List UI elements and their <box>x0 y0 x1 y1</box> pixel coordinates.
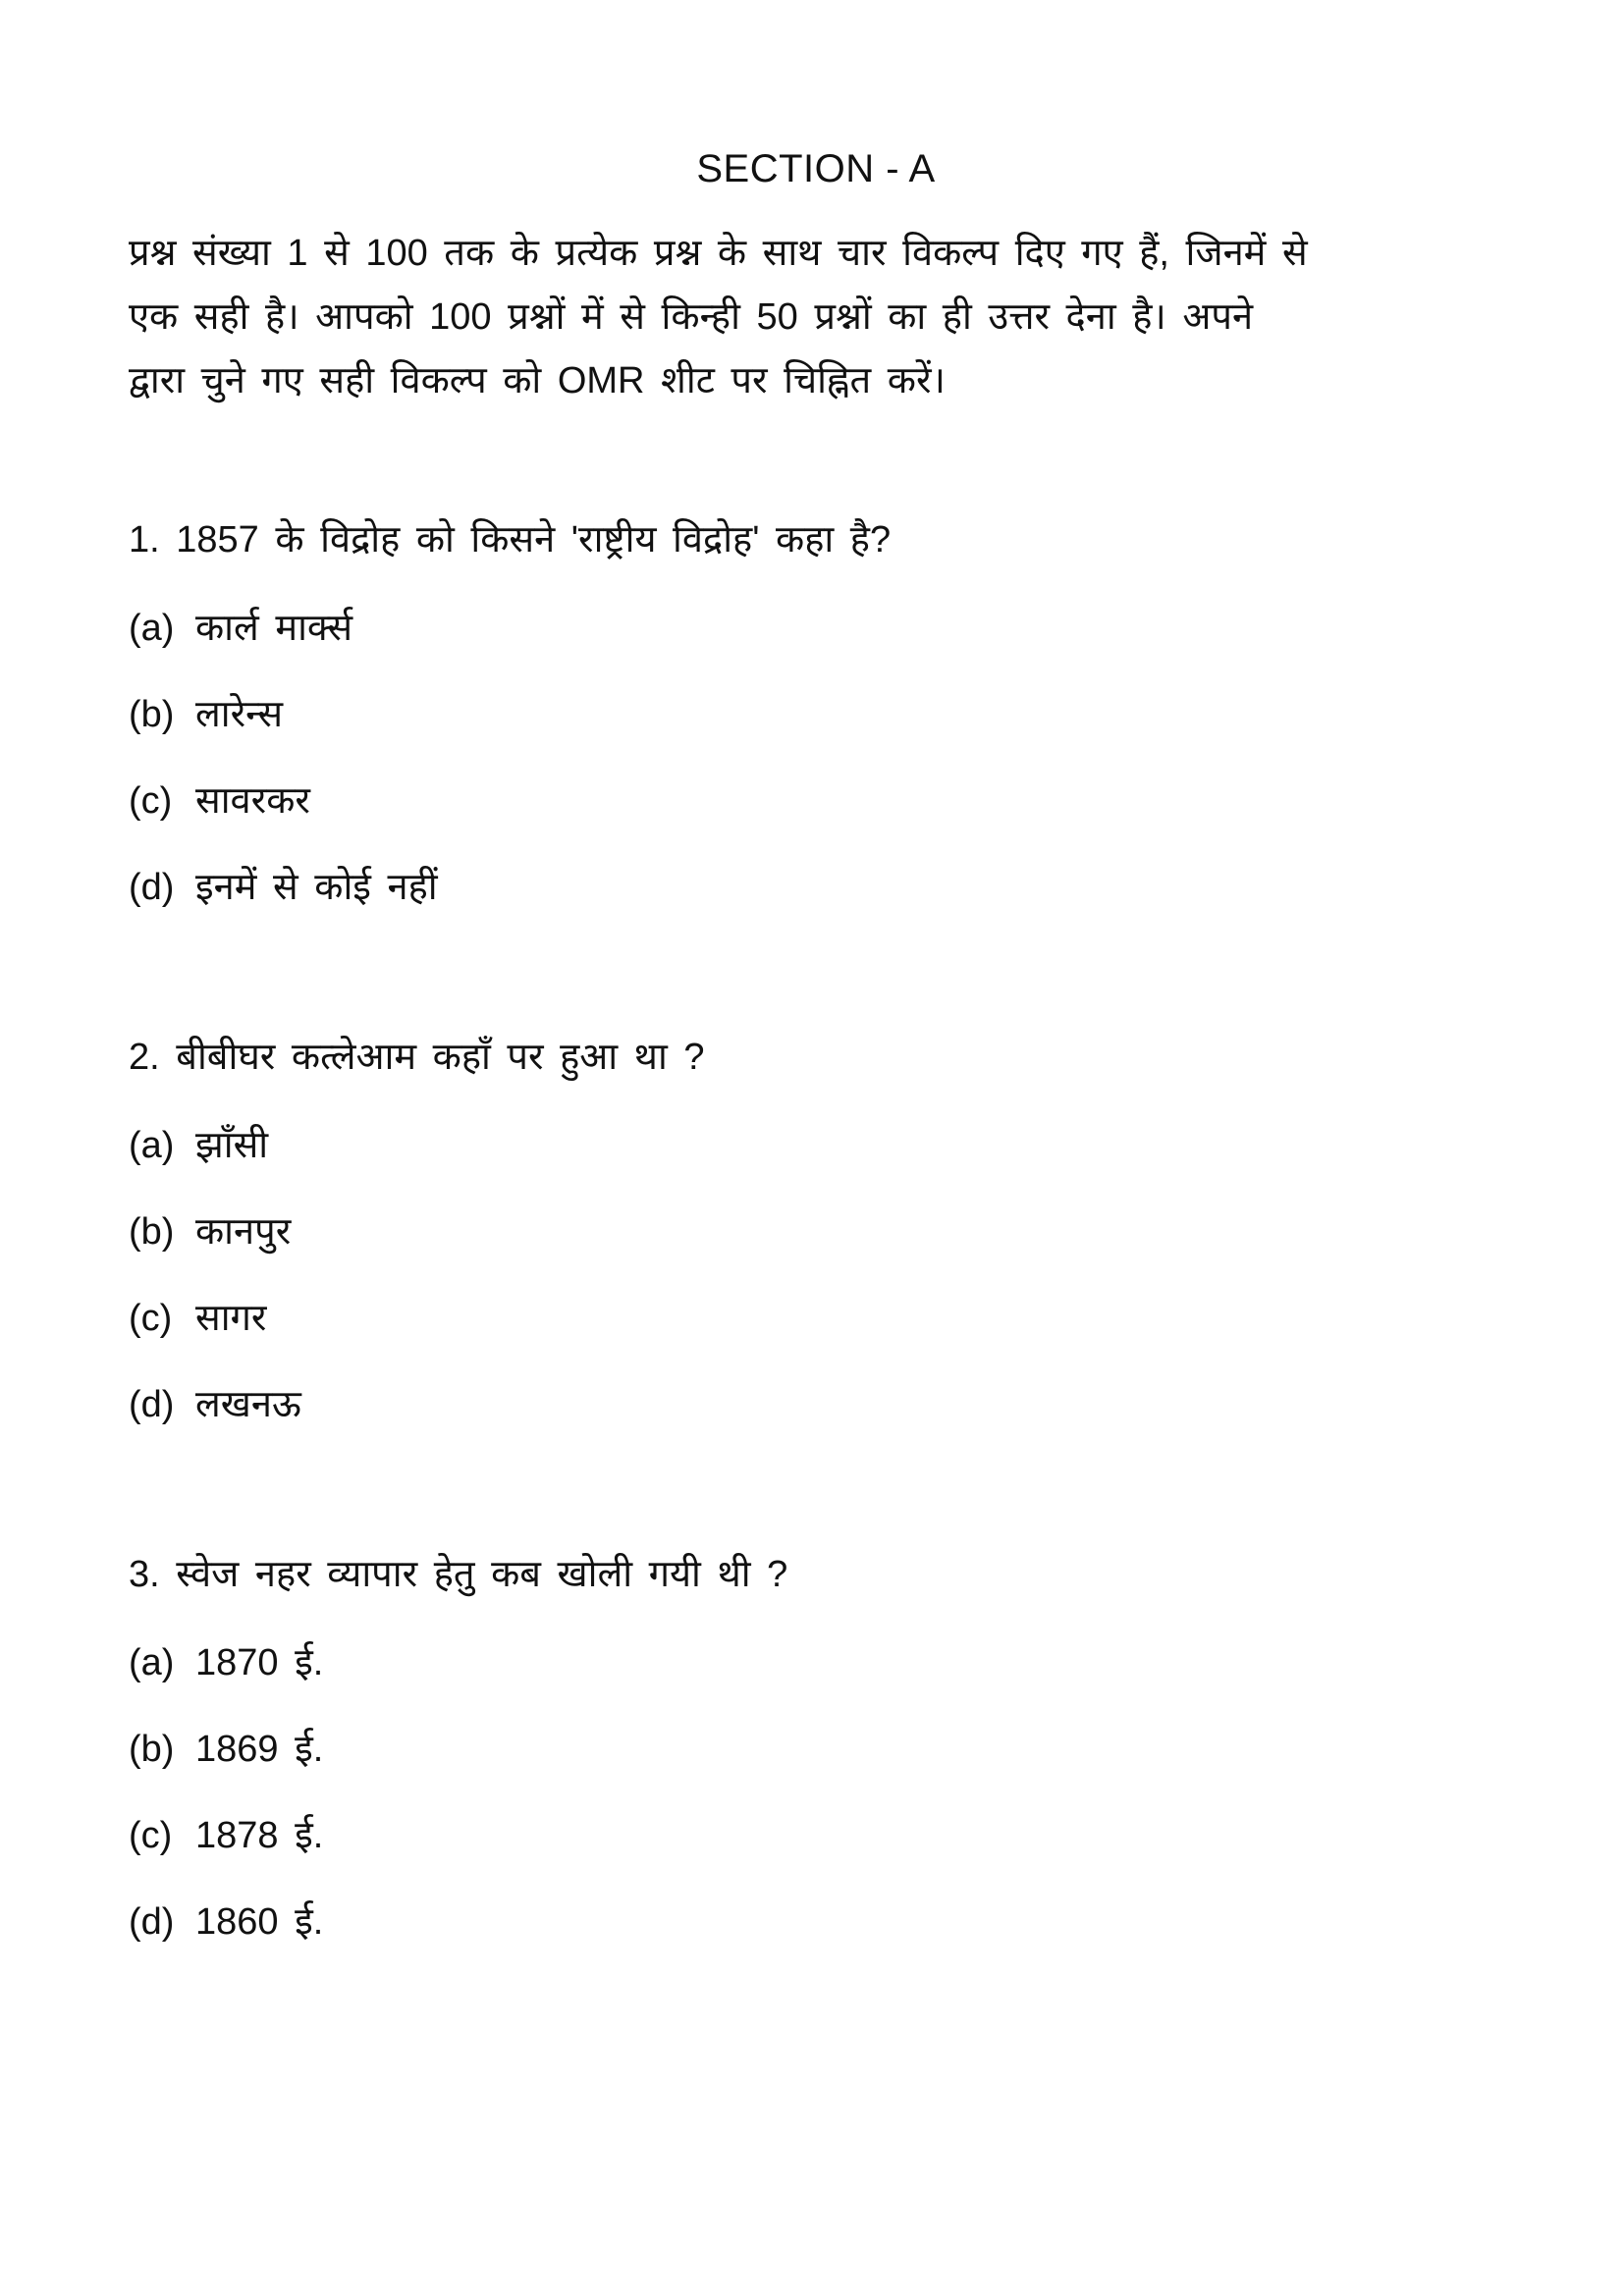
question-number: 3. <box>129 1554 160 1595</box>
option-a[interactable] <box>129 1122 1503 1208</box>
option-c[interactable] <box>129 1295 1503 1381</box>
question-prompt: स्वेज नहर व्यापार हेतु कब खोली गयी थी ? <box>176 1554 788 1595</box>
options-list <box>129 1639 1503 1985</box>
option-text: इनमें से कोई नहीं <box>195 867 438 908</box>
option-text: लारेन्स <box>195 694 284 735</box>
question-text <box>129 516 1503 563</box>
option-label: (d) <box>129 1901 175 1943</box>
option-text: 1870 ई. <box>195 1642 324 1683</box>
question-prompt: 1857 के विद्रोह को किसने 'राष्ट्रीय विद्रोह' कहा है? <box>176 519 892 561</box>
question-prompt: बीबीघर कत्लेआम कहाँ पर हुआ था ? <box>176 1037 705 1078</box>
option-d[interactable] <box>129 864 1503 950</box>
option-a[interactable] <box>129 1639 1503 1726</box>
option-label: (c) <box>129 1298 173 1339</box>
instructions-line: द्वारा चुने गए सही विकल्प को OMR शीट पर चिह्नित करें। <box>129 360 946 401</box>
question-text <box>129 1034 1503 1081</box>
options-list <box>129 605 1503 950</box>
instructions-line: एक सही है। आपको 100 प्रश्नों में से किन्ही 50 प्रश्नों का ही उत्तर देना है। अपने <box>129 296 1254 338</box>
option-a[interactable] <box>129 605 1503 691</box>
question-number: 2. <box>129 1037 160 1078</box>
instructions-line: प्रश्न संख्या 1 से 100 तक के प्रत्येक प्रश्न के साथ चार विकल्प दिए गए हैं, जिनमें से <box>129 233 1308 274</box>
option-label: (b) <box>129 1211 175 1253</box>
question-2 <box>129 1034 1503 1468</box>
instructions-paragraph <box>129 222 1503 413</box>
option-label: (c) <box>129 780 173 822</box>
option-label: (b) <box>129 1729 175 1770</box>
option-b[interactable] <box>129 1208 1503 1295</box>
option-d[interactable] <box>129 1381 1503 1468</box>
option-label: (c) <box>129 1815 173 1856</box>
option-c[interactable] <box>129 1812 1503 1898</box>
option-text: कानपुर <box>195 1211 292 1253</box>
option-b[interactable] <box>129 1726 1503 1812</box>
options-list <box>129 1122 1503 1468</box>
option-b[interactable] <box>129 691 1503 777</box>
option-label: (a) <box>129 1642 175 1683</box>
option-label: (a) <box>129 608 175 649</box>
option-text: 1878 ई. <box>195 1815 324 1856</box>
section-heading: SECTION - A <box>696 147 936 190</box>
option-d[interactable] <box>129 1898 1503 1985</box>
option-text: लखनऊ <box>195 1384 301 1425</box>
option-label: (a) <box>129 1125 175 1166</box>
option-text: सागर <box>195 1298 267 1339</box>
option-label: (d) <box>129 867 175 908</box>
question-3 <box>129 1551 1503 1985</box>
question-1 <box>129 516 1503 950</box>
question-text <box>129 1551 1503 1598</box>
question-number: 1. <box>129 519 160 561</box>
option-label: (d) <box>129 1384 175 1425</box>
option-text: 1860 ई. <box>195 1901 324 1943</box>
option-label: (b) <box>129 694 175 735</box>
option-text: कार्ल मार्क्स <box>195 608 353 649</box>
option-c[interactable] <box>129 777 1503 864</box>
option-text: झाँसी <box>195 1125 269 1166</box>
option-text: सावरकर <box>195 780 310 822</box>
option-text: 1869 ई. <box>195 1729 324 1770</box>
